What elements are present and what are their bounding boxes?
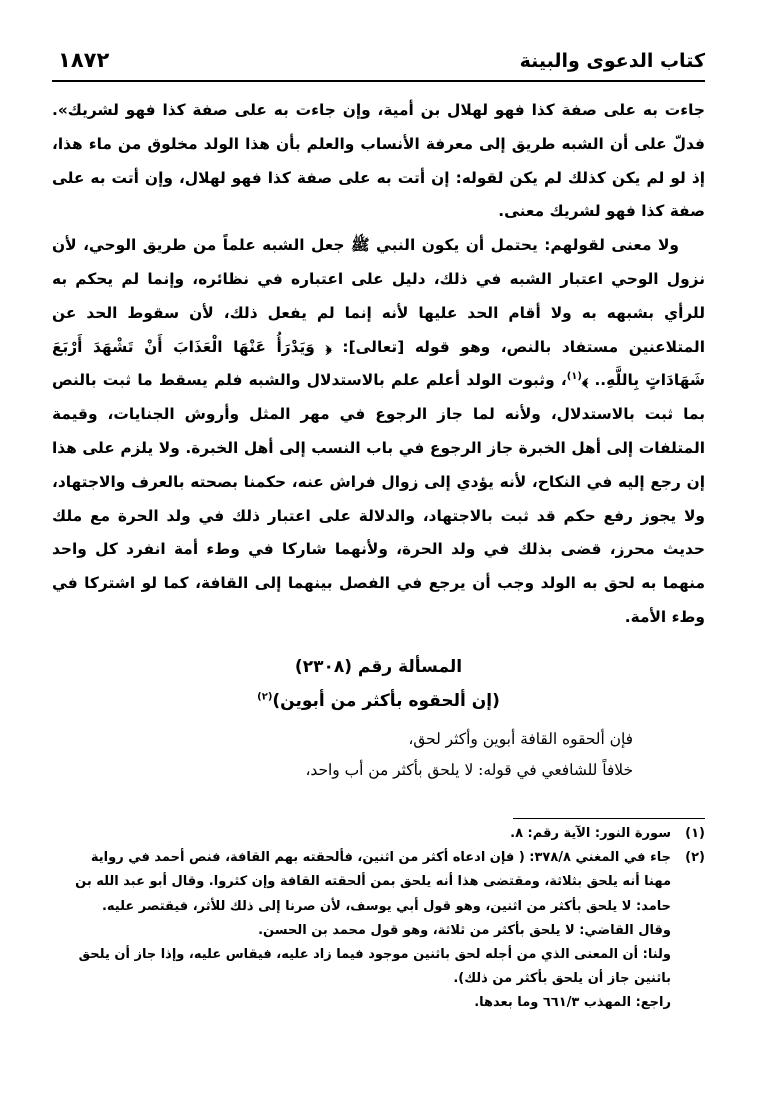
issue-subheading-text: (إن ألحقوه بأكثر من أبوين) bbox=[272, 691, 500, 711]
footnote-line: سورة النور: الآية رقم: ٨. bbox=[510, 826, 671, 841]
footnote-line: جاء في المغني ٣٧٨/٨: ( فإن ادعاه أكثر من اثنين، فألحقته بهم القافة، فنص أحمد في رواية bbox=[90, 850, 671, 866]
footnote-reference: (٢) bbox=[257, 691, 273, 703]
footnote-line: راجع: المهذب ٦٦١/٣ وما بعدها. bbox=[474, 995, 671, 1011]
footnote-number: (١) bbox=[685, 826, 705, 841]
issue-heading: المسألة رقم (٢٣٠٨) bbox=[294, 657, 463, 677]
running-title: كتاب الدعوى والبينة bbox=[519, 50, 705, 72]
footnote-separator bbox=[513, 818, 705, 819]
footnote-line: حامد: لا يلحق بأكثر من اثنين، وهو قول أبي يوسف، لأن صرنا إلى ذلك للأثر، فيقتصر عليه. bbox=[101, 898, 671, 914]
issue-subheading bbox=[52, 686, 705, 716]
footnote-line: باثنين جاز أن يلحق بأكثر من ذلك). bbox=[453, 971, 671, 987]
footnote-reference: (١) bbox=[566, 371, 582, 383]
footnote-line: ولنا: أن المعنى الذي من أجله لحق باثنين موجود فيما زاد عليه، فيقاس عليه، وإذا جاز أن يلحق bbox=[78, 947, 671, 963]
footnote-line: مهنا أنه يلحق بثلاثة، ومقتضى هذا أنه يلحق بمن ألحقته القافة وإن كثروا. وقال أبو عبد الله بن bbox=[75, 874, 671, 890]
page-header bbox=[52, 46, 705, 82]
footnote-number: (٢) bbox=[685, 850, 705, 866]
issue-statement bbox=[52, 724, 633, 786]
footnotes bbox=[52, 822, 705, 1016]
paragraph-text: ، وثبوت الولد أعلم علم بالاستدلال والشبه فلم يسقط ما ثبت بالنص بما ثبت بالاستدلال، ولأنه لما جاز الرجوع في مهر المثل وأروش الجنايات، وقيمة المتلفات إلى أهل الخبرة جاز الرجوع في باب النسب إلى أهل الخبرة. ولا يلزم على هذا إن رجع إليه في النكاح، لأنه يؤدي إلى زوال فراش عنه، حكمنا بصحته بالعرف والاجتهاد، ولا يجوز رفع حكم قد ثبت بالاجتهاد، والدلالة على اعتبار ذلك في ولد الحرة مع ملك حديث محرز، قضى بذلك في ولد الحرة، ولأنهما شاركا في وطء أمة انفرد كل واحد منهما به لحق به الولد وجب أن يرجع في الفصل بينهما إلى القافة، كما لو اشتركا في وطء الأمة. bbox=[52, 371, 705, 626]
paragraph: جاءت به على صفة كذا فهو لهلال بن أمية، وإن جاءت به على صفة كذا فهو لشريك». فدلّ على أن الشبه طريق إلى معرفة الأنساب والعلم بأن هذا الولد مخلوق من ماء هذا، إذ لو لم يكن كذلك لم يكن لقوله: إن أتت به على صفة كذا فهو لهلال، وإن أتت به على صفة كذا فهو لشريك معنى. bbox=[52, 101, 705, 221]
main-text bbox=[52, 94, 705, 635]
footnote bbox=[52, 846, 705, 1015]
paragraph bbox=[52, 229, 705, 635]
footnote bbox=[52, 822, 705, 846]
paragraph-text: ولا معنى لقولهم: يحتمل أن يكون النبي ﷺ جعل الشبه علماً من طريق الوحي، لأن نزول الوحي اعتبار الشبه في ذلك، دليل على اعتباره في نظائره، وإنما لم يحكم به للرأي بشبهه به ولا أقام الحد عليها لأنه إنما لم يفعل ذلك، لأن سقوط الحد عن المتلاعنين مستفاد بالنص، وهو قوله [تعالى]: ﴿ وَيَدْرَأُ عَنْهَا الْعَذَابَ أَنْ تَشْهَدَ أَرْبَعَ شَهَادَاتٍ بِاللَّهِ.. ﴾ bbox=[52, 236, 705, 390]
issue-line: خلافاً للشافعي في قوله: لا يلحق بأكثر من أب واحد، bbox=[305, 761, 633, 779]
page-number: ١٨٧٢ bbox=[58, 48, 110, 72]
footnote-line: وقال القاضي: لا يلحق بأكثر من ثلاثة، وهو قول محمد بن الحسن. bbox=[258, 922, 671, 938]
issue-line: فإن ألحقوه القافة أبوين وأكثر لحق، bbox=[408, 730, 633, 748]
